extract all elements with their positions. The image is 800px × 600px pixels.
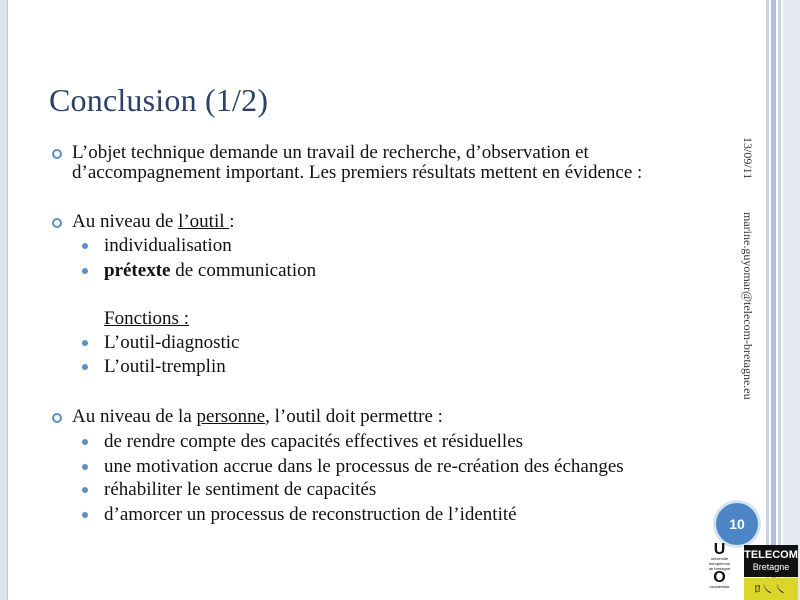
telecom-logo-strip: ﾛ㇏㇏ [744,578,798,600]
sub-bullet-icon [82,364,88,370]
sub-bullet-item [50,357,700,377]
ueb-logo-line: université [710,556,729,561]
sub-bullet-item [50,333,700,353]
right-decor-band [783,0,800,600]
bullet-icon [52,413,62,423]
sub-bullet-text: L’outil-diagnostic [104,332,240,353]
bullet-icon [52,149,62,159]
sub-bullet-text: une motivation accrue dans le processus de re-création des échanges [104,456,624,477]
bullet-text-prefix: Au niveau de [72,211,179,232]
bullet-item [50,212,700,232]
ueb-logo-mark2: O [713,569,726,586]
sub-bullet-icon [82,268,88,274]
ueb-logo-mark: U [713,541,726,558]
telecom-logo-line1: TELECOM [744,549,798,561]
sub-bullet-icon [82,439,88,445]
sub-bullet-item [50,505,700,525]
bullet-icon [52,218,62,228]
telecom-bretagne-logo [744,545,798,577]
sub-bullet-item [50,236,700,256]
sub-bullet-icon [82,487,88,493]
sub-bullet-text: de communication [170,260,317,281]
side-date: 13/09/11 [741,137,755,180]
bullet-item [50,143,677,183]
sub-bullet-item [50,480,700,500]
left-border-rule [0,0,8,600]
sub-bullet-text: d’amorcer un processus de reconstruction de l’identité [104,504,517,525]
sub-bullet-text: réhabiliter le sentiment de capacités [104,479,377,500]
sub-bullet-text: L’outil-tremplin [104,356,226,377]
bullet-text-underlined: personne [196,406,266,427]
side-email: marine.guyomar@telecom-bretagne.eu [741,212,755,400]
bullet-item [50,407,700,427]
slide-title: Conclusion (1/2) [49,82,269,118]
sub-bullet-icon [82,243,88,249]
sub-bullet-icon [82,464,88,470]
sub-bullet-text: de rendre compte des capacités effectives et résiduelles [104,431,524,452]
telecom-logo-line2: Bretagne [752,562,790,572]
bullet-text-suffix: : [229,211,235,232]
slide-content [50,143,700,525]
right-decor-band [771,0,776,600]
page-number-badge: 10 [713,500,761,548]
bullet-text: L’objet technique demande un travail de recherche, d’observation et d’accompagnement important. Les premiers résultats mettent en évidence : [72,142,643,183]
bullet-text-prefix: Au niveau de la [72,406,197,427]
bullet-text-suffix: , l’outil doit permettre : [265,406,443,427]
sub-bullet-item [50,432,700,452]
right-decor-band [766,0,769,600]
sub-bullet-icon [82,340,88,346]
sub-bullet-item [50,261,700,281]
right-decor-band [778,0,781,600]
ueb-logo [703,543,736,600]
sub-heading-text: Fonctions : [104,308,189,329]
ueb-logo-line: de bretagne [708,566,731,571]
sub-bullet-icon [82,512,88,518]
ueb-logo-line: européenne [708,561,731,566]
sub-bullet-item [50,457,659,477]
ueb-logo-line-bottom: occidentale [709,584,730,589]
sub-bullet-text: individualisation [104,235,232,256]
bullet-text-underlined: l’outil [178,211,230,232]
sub-bullet-bold: prétexte [104,260,171,281]
sub-heading [50,309,700,329]
